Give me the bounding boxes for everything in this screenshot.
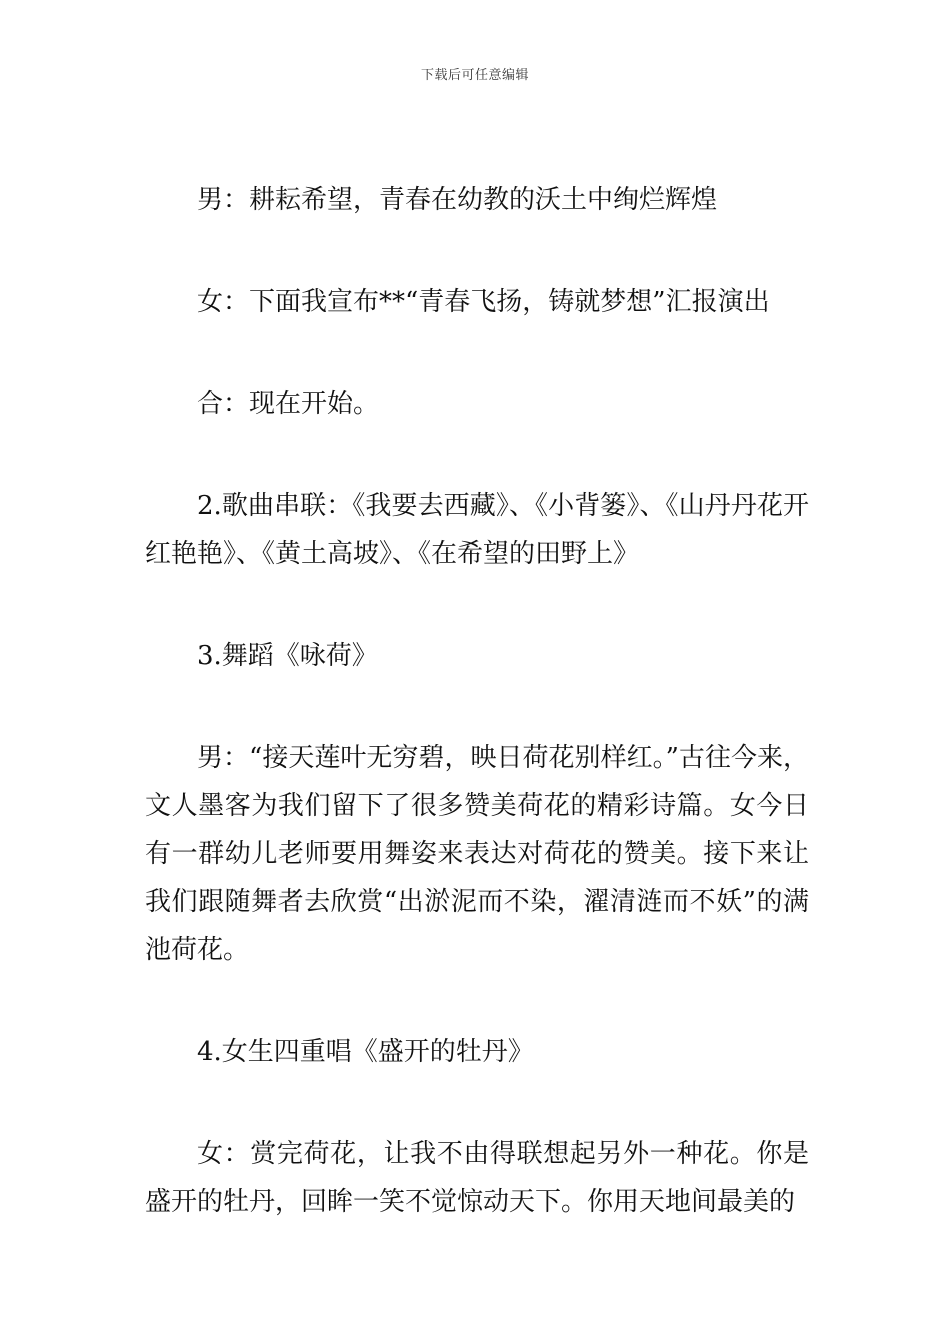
paragraph-4: 2.歌曲串联：《我要去西藏》、《小背篓》、《山丹丹花开红艳艳》、《黄土高坡》、《在希望的田野上》 bbox=[145, 491, 809, 569]
paragraph-7: 4.女生四重唱《盛开的牡丹》 bbox=[197, 1037, 534, 1067]
paragraph-2: 女：下面我宣布**“青春飞扬，铸就梦想”汇报演出 bbox=[197, 287, 770, 317]
paragraph-1: 男：耕耘希望，青春在幼教的沃土中绚烂辉煌 bbox=[197, 185, 718, 215]
paragraph-5: 3.舞蹈《咏荷》 bbox=[197, 641, 378, 671]
paragraph-6: 男：“接天莲叶无穷碧，映日荷花别样红。”古往今来，文人墨客为我们留下了很多赞美荷花的精彩诗篇。女今日有一群幼儿老师要用舞姿来表达对荷花的赞美。接下来让我们跟随舞者去欣赏“出淤泥而不染，濯清涟而不妖”的满池荷花。 bbox=[145, 743, 809, 965]
document-body bbox=[145, 176, 809, 1226]
paragraph-8: 女：赏完荷花，让我不由得联想起另外一种花。你是盛开的牡丹，回眸一笑不觉惊动天下。你用天地间最美的 bbox=[145, 1139, 809, 1217]
paragraph-3: 合：现在开始。 bbox=[197, 389, 380, 419]
page-header-note: 下载后可任意编辑 bbox=[420, 68, 529, 83]
